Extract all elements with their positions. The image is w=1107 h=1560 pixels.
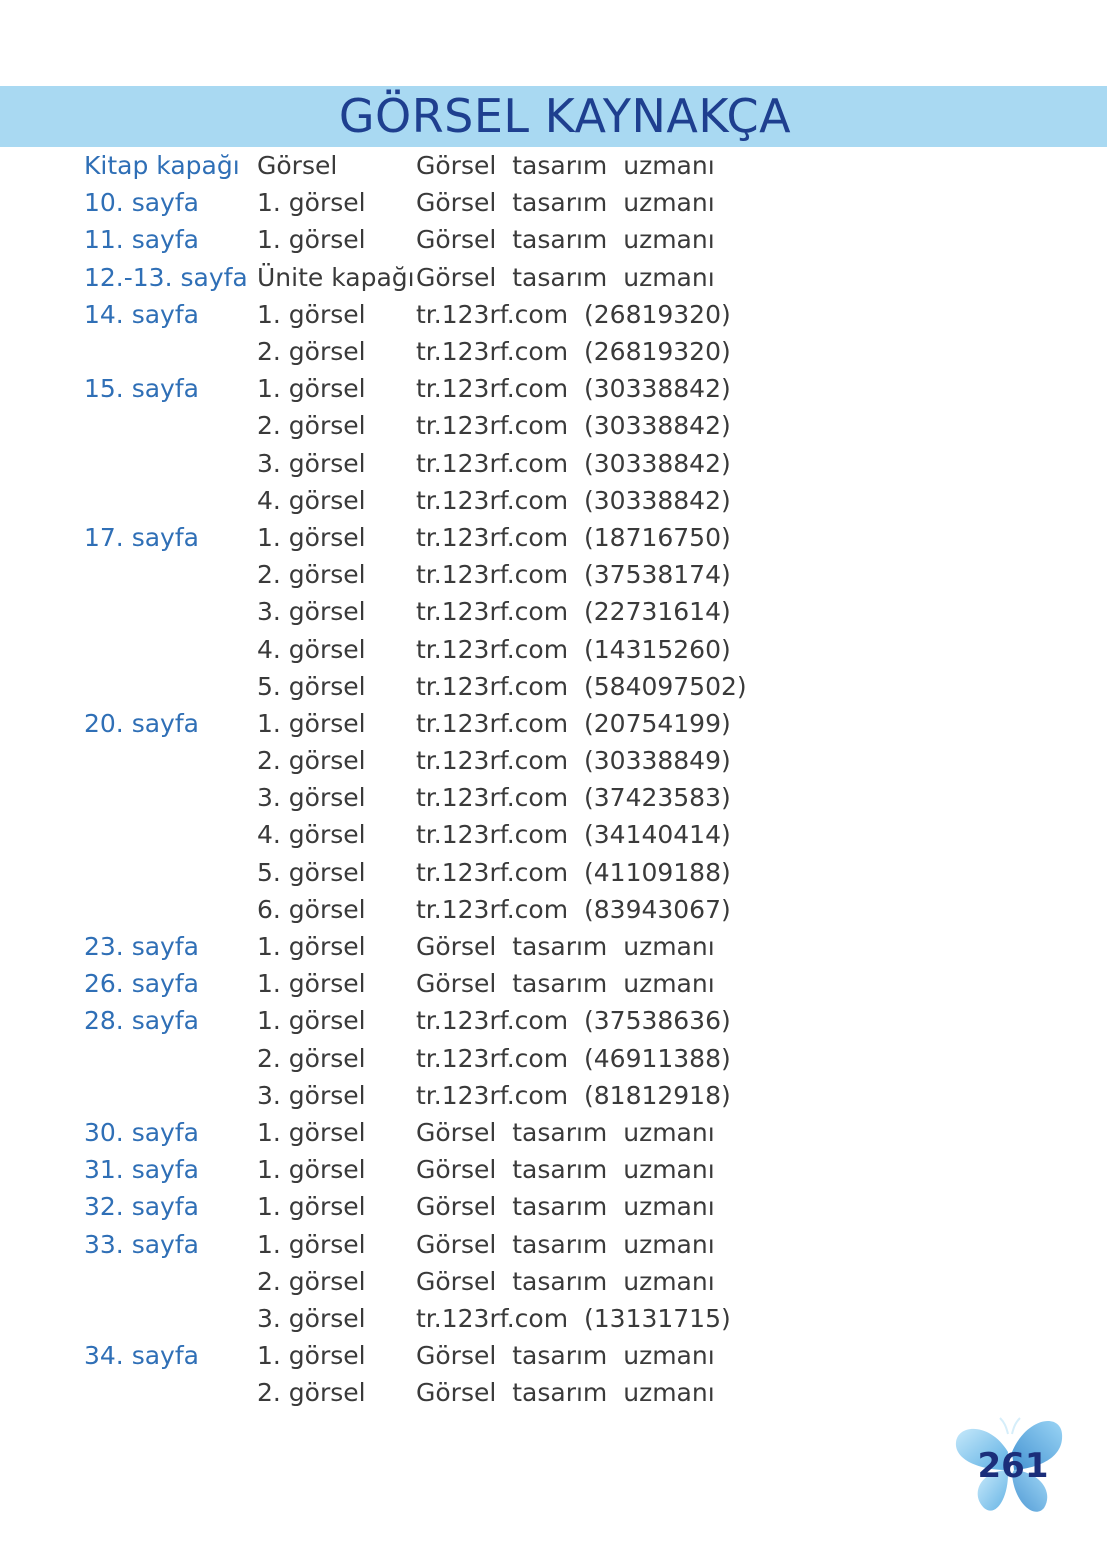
page-label: 10. sayfa xyxy=(84,188,199,218)
table-row xyxy=(84,854,884,891)
table-row xyxy=(84,1374,884,1411)
source-label: tr.123rf.com (26819320) xyxy=(416,337,731,367)
image-label: 3. görsel xyxy=(257,448,366,478)
table-row xyxy=(84,1263,884,1300)
page-label: 32. sayfa xyxy=(84,1192,199,1222)
page-label: 12.-13. sayfa xyxy=(84,262,248,292)
source-label: tr.123rf.com (81812918) xyxy=(416,1080,731,1110)
table-row xyxy=(84,891,884,928)
table-row xyxy=(84,705,884,742)
source-label: Görsel tasarım uzmanı xyxy=(416,1117,715,1147)
source-label: tr.123rf.com (13131715) xyxy=(416,1303,731,1333)
table-row xyxy=(84,928,884,965)
source-label: tr.123rf.com (37538636) xyxy=(416,1006,731,1036)
table-row xyxy=(84,407,884,444)
source-label: Görsel tasarım uzmanı xyxy=(416,969,715,999)
page-number: 261 xyxy=(977,1446,1049,1486)
image-label: 1. görsel xyxy=(257,1155,366,1185)
source-label: Görsel tasarım uzmanı xyxy=(416,932,715,962)
source-label: tr.123rf.com (30338842) xyxy=(416,411,731,441)
table-row xyxy=(84,816,884,853)
source-label: Görsel tasarım uzmanı xyxy=(416,1378,715,1408)
image-label: 1. görsel xyxy=(257,932,366,962)
image-label: 3. görsel xyxy=(257,1303,366,1333)
page-label: 15. sayfa xyxy=(84,374,199,404)
source-label: tr.123rf.com (584097502) xyxy=(416,671,747,701)
table-row xyxy=(84,221,884,258)
page-label: 23. sayfa xyxy=(84,932,199,962)
source-label: tr.123rf.com (37538174) xyxy=(416,560,731,590)
image-label: 1. görsel xyxy=(257,969,366,999)
image-label: 1. görsel xyxy=(257,225,366,255)
page-label: 11. sayfa xyxy=(84,225,199,255)
table-row xyxy=(84,779,884,816)
image-label: 1. görsel xyxy=(257,522,366,552)
image-label: 3. görsel xyxy=(257,783,366,813)
table-row xyxy=(84,1337,884,1374)
image-label: 2. görsel xyxy=(257,1266,366,1296)
page-label: 30. sayfa xyxy=(84,1117,199,1147)
image-label: 4. görsel xyxy=(257,485,366,515)
table-row xyxy=(84,742,884,779)
image-label: 4. görsel xyxy=(257,820,366,850)
source-label: Görsel tasarım uzmanı xyxy=(416,1229,715,1259)
image-label: 1. görsel xyxy=(257,1192,366,1222)
source-label: Görsel tasarım uzmanı xyxy=(416,262,715,292)
image-label: 1. görsel xyxy=(257,708,366,738)
source-label: Görsel tasarım uzmanı xyxy=(416,1155,715,1185)
image-label: 2. görsel xyxy=(257,1378,366,1408)
image-label: 1. görsel xyxy=(257,188,366,218)
table-row xyxy=(84,593,884,630)
image-label: 1. görsel xyxy=(257,1006,366,1036)
page-label: 20. sayfa xyxy=(84,708,199,738)
source-label: tr.123rf.com (30338842) xyxy=(416,448,731,478)
source-label: tr.123rf.com (30338842) xyxy=(416,485,731,515)
page-label: 26. sayfa xyxy=(84,969,199,999)
image-label: 1. görsel xyxy=(257,1229,366,1259)
image-label: 2. görsel xyxy=(257,411,366,441)
table-row xyxy=(84,1040,884,1077)
source-label: tr.123rf.com (34140414) xyxy=(416,820,731,850)
source-label: Görsel tasarım uzmanı xyxy=(416,151,715,181)
source-label: tr.123rf.com (30338849) xyxy=(416,746,731,776)
image-label: Ünite kapağı xyxy=(257,262,415,292)
image-label: 2. görsel xyxy=(257,1043,366,1073)
page-label: 28. sayfa xyxy=(84,1006,199,1036)
table-row xyxy=(84,147,884,184)
image-label: 5. görsel xyxy=(257,857,366,887)
table-row xyxy=(84,482,884,519)
image-label: 6. görsel xyxy=(257,894,366,924)
image-label: 4. görsel xyxy=(257,634,366,664)
source-label: tr.123rf.com (20754199) xyxy=(416,708,731,738)
table-row xyxy=(84,333,884,370)
table-row xyxy=(84,259,884,296)
table-row xyxy=(84,1300,884,1337)
source-label: tr.123rf.com (14315260) xyxy=(416,634,731,664)
source-label: tr.123rf.com (18716750) xyxy=(416,522,731,552)
source-label: tr.123rf.com (26819320) xyxy=(416,299,731,329)
table-row xyxy=(84,1002,884,1039)
image-label: 2. görsel xyxy=(257,337,366,367)
table-row xyxy=(84,668,884,705)
image-label: 5. görsel xyxy=(257,671,366,701)
table-row xyxy=(84,370,884,407)
source-label: Görsel tasarım uzmanı xyxy=(416,1266,715,1296)
image-label: 1. görsel xyxy=(257,299,366,329)
image-label: 2. görsel xyxy=(257,560,366,590)
image-label: 2. görsel xyxy=(257,746,366,776)
table-row xyxy=(84,519,884,556)
image-label: 1. görsel xyxy=(257,1341,366,1371)
page-label: 33. sayfa xyxy=(84,1229,199,1259)
page-title: GÖRSEL KAYNAKÇA xyxy=(338,89,792,143)
table-row xyxy=(84,556,884,593)
page-label: 17. sayfa xyxy=(84,522,199,552)
table-row xyxy=(84,1114,884,1151)
image-label: 3. görsel xyxy=(257,1080,366,1110)
table-row xyxy=(84,1151,884,1188)
reference-table xyxy=(84,147,884,1411)
page-label: 31. sayfa xyxy=(84,1155,199,1185)
table-row xyxy=(84,1225,884,1262)
table-row xyxy=(84,296,884,333)
source-label: Görsel tasarım uzmanı xyxy=(416,1341,715,1371)
page-label: Kitap kapağı xyxy=(84,151,240,181)
table-row xyxy=(84,445,884,482)
source-label: tr.123rf.com (37423583) xyxy=(416,783,731,813)
source-label: Görsel tasarım uzmanı xyxy=(416,1192,715,1222)
image-label: 1. görsel xyxy=(257,374,366,404)
source-label: tr.123rf.com (30338842) xyxy=(416,374,731,404)
source-label: tr.123rf.com (83943067) xyxy=(416,894,731,924)
image-label: 1. görsel xyxy=(257,1117,366,1147)
source-label: Görsel tasarım uzmanı xyxy=(416,225,715,255)
page-label: 14. sayfa xyxy=(84,299,199,329)
source-label: Görsel tasarım uzmanı xyxy=(416,188,715,218)
table-row xyxy=(84,630,884,667)
image-label: Görsel xyxy=(257,151,338,181)
table-row xyxy=(84,1188,884,1225)
table-row xyxy=(84,965,884,1002)
table-row xyxy=(84,1077,884,1114)
source-label: tr.123rf.com (41109188) xyxy=(416,857,731,887)
table-row xyxy=(84,184,884,221)
page-label: 34. sayfa xyxy=(84,1341,199,1371)
source-label: tr.123rf.com (46911388) xyxy=(416,1043,731,1073)
image-label: 3. görsel xyxy=(257,597,366,627)
source-label: tr.123rf.com (22731614) xyxy=(416,597,731,627)
